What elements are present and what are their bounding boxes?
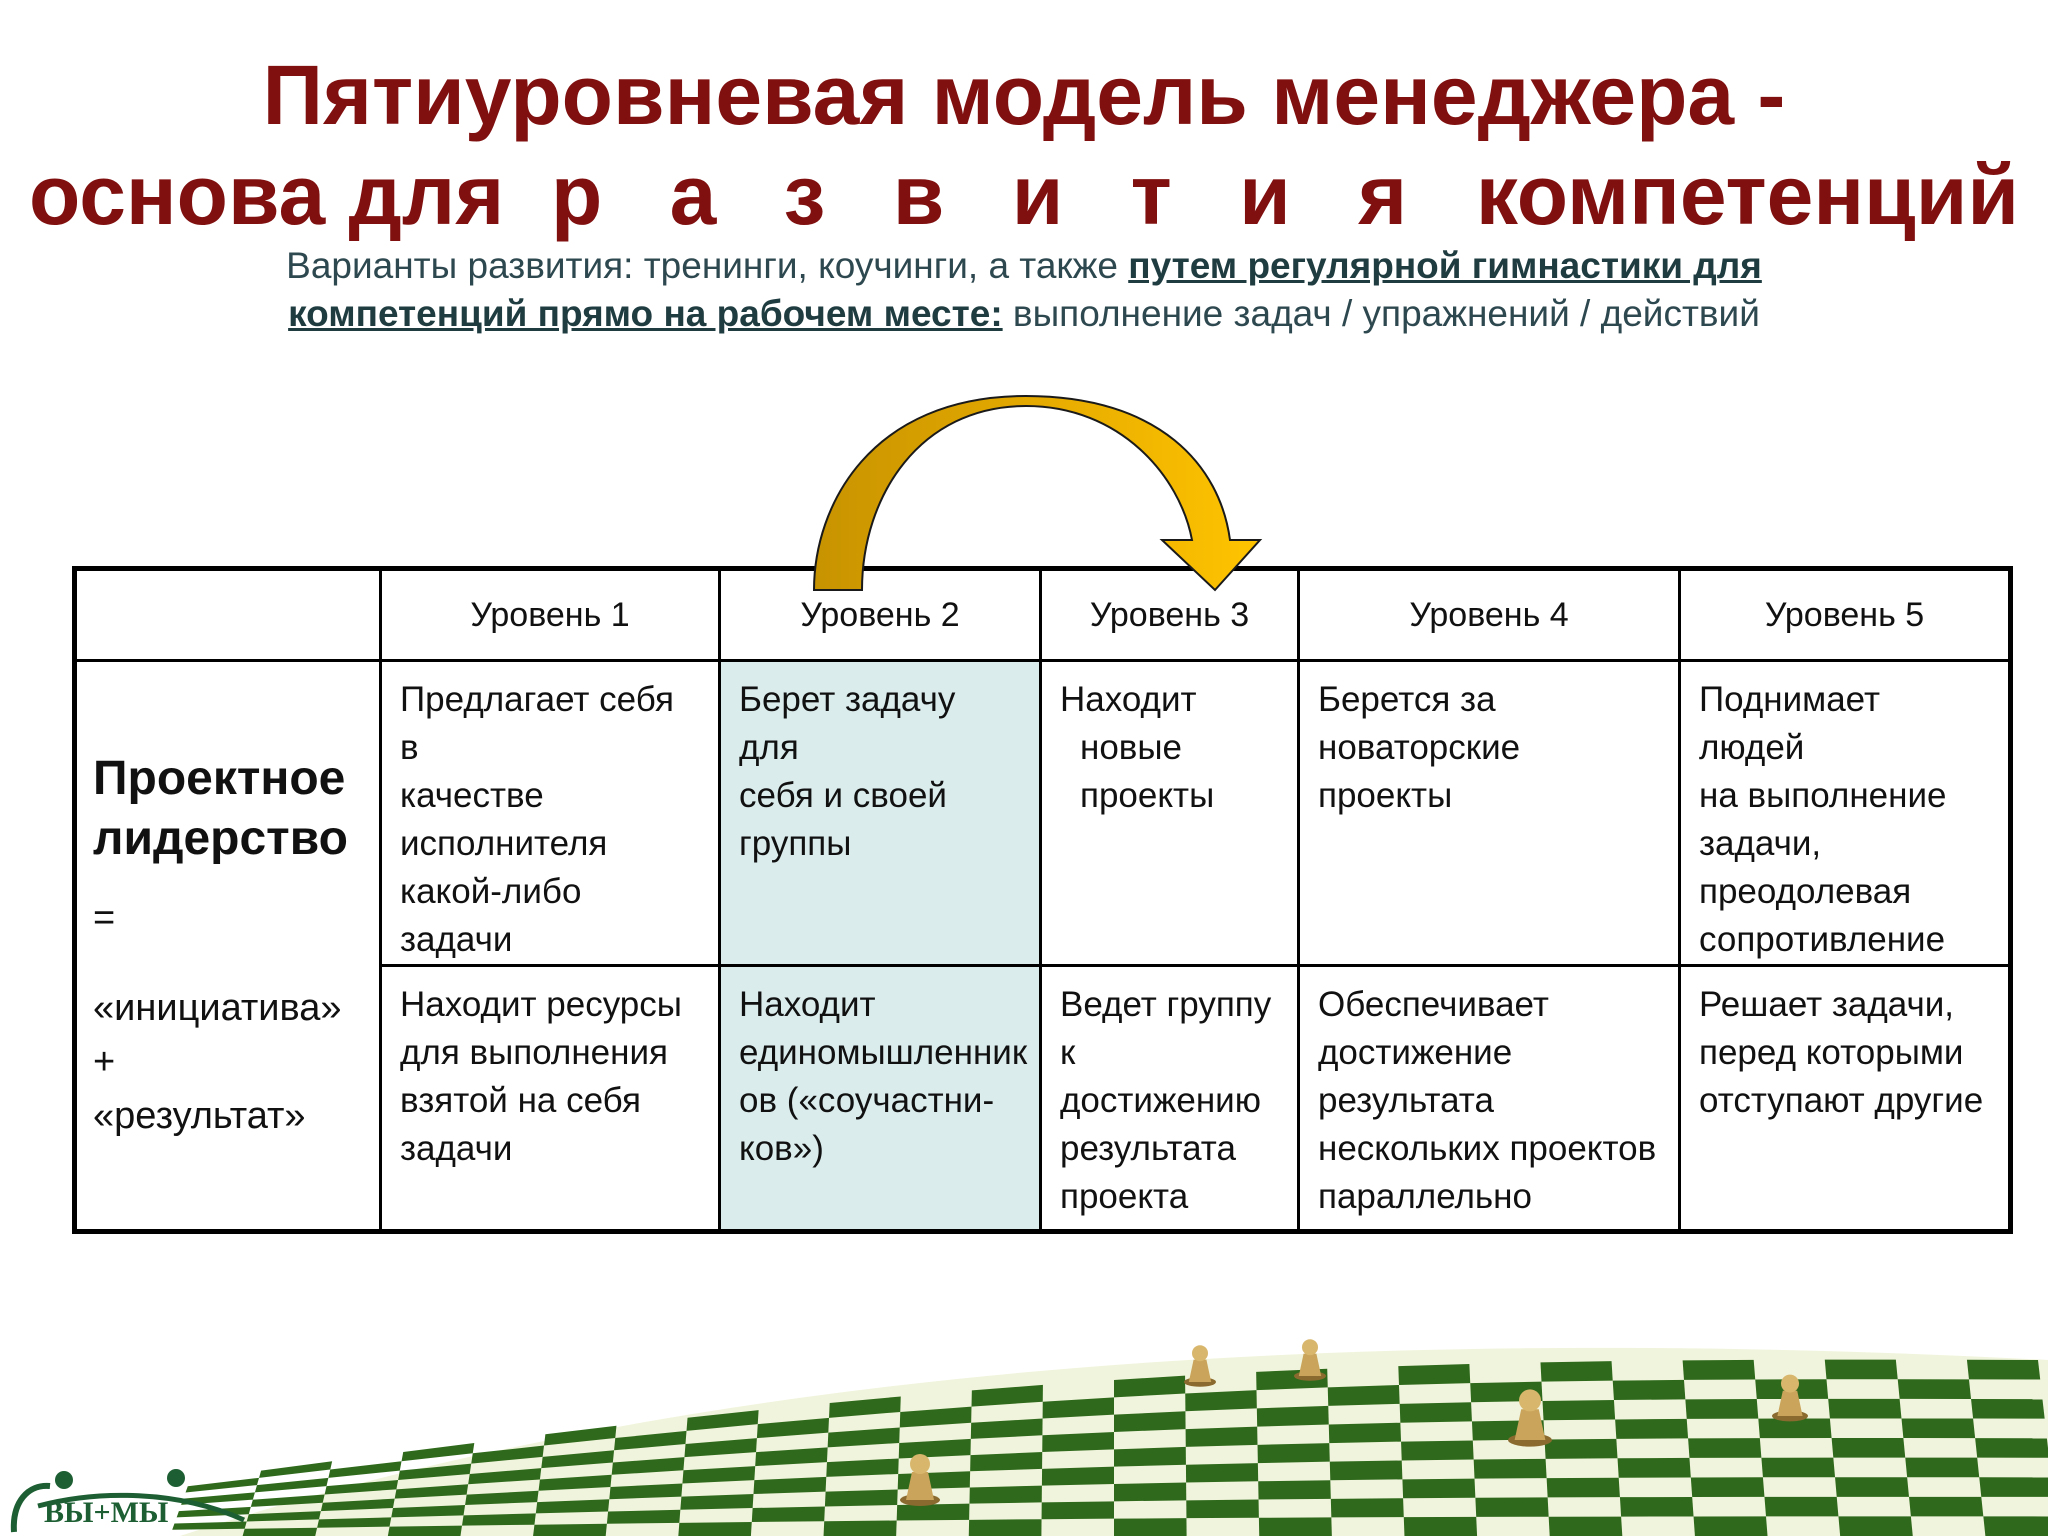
chessboard-square [388, 1526, 462, 1536]
subtitle-emphasis1: путем регулярной гимнастики для [1128, 245, 1762, 286]
formula-term-result: «результат» [93, 1094, 306, 1137]
chessboard-square [1331, 1498, 1404, 1517]
chessboard-square [1330, 1460, 1403, 1480]
chessboard-square [1909, 1497, 1983, 1517]
chessboard-square [1620, 1497, 1694, 1517]
chessboard-square [897, 1504, 970, 1521]
cell-r2-level5: Решает задачи, перед которыми отступают другие [1680, 966, 2011, 1232]
chessboard-square [1832, 1438, 1906, 1458]
chessboard-square [1186, 1463, 1258, 1482]
row-header-title-line2: лидерство [93, 811, 348, 865]
chessboard-square [1114, 1411, 1186, 1432]
slide-title-line2 [0, 146, 2048, 244]
chessboard-square [1401, 1440, 1474, 1460]
chessboard-square [607, 1510, 680, 1524]
row-header-project-leadership [75, 661, 381, 1232]
chessboard-square [1404, 1517, 1477, 1536]
cell-r1-level4: Берется за новаторские проекты [1299, 661, 1680, 966]
chessboard-square [1685, 1399, 1758, 1419]
chessboard-square [1828, 1399, 1901, 1419]
chessboard-square [1328, 1385, 1400, 1406]
chessboard-square [1967, 1360, 2040, 1380]
cell-r1-level1: Предлагает себя в качестве исполнителя какой-либо задачи [381, 661, 720, 966]
subtitle-emphasis2: компетенций прямо на рабочем месте: [288, 293, 1003, 334]
table-row-1 [75, 661, 2011, 966]
cell-r1-level3: Находит новые проекты [1041, 661, 1299, 966]
cell-r2-level3: Ведет группу к достижению результата проекта [1041, 966, 1299, 1232]
logo-text: ВЫ+МЫ [44, 1496, 169, 1529]
chessboard-square [1688, 1438, 1761, 1458]
chessboard-square [1691, 1477, 1765, 1497]
chessboard-square [1042, 1501, 1114, 1519]
chessboard-square [1185, 1390, 1257, 1411]
subtitle-text2: выполнение задач / упражнений / действий [1002, 293, 1760, 334]
chessboard-square [752, 1506, 825, 1522]
cell-r1-level5: Поднимает людей на выполнение задачи, преодолевая сопротивление [1680, 661, 2011, 966]
chessboard-square [1825, 1360, 1898, 1380]
chessboard-square [1398, 1364, 1470, 1385]
chessboard-square [1257, 1406, 1329, 1427]
chessboard-decoration [0, 1300, 2048, 1536]
chessboard-square [1543, 1400, 1616, 1420]
chessboard-square [328, 1461, 401, 1478]
subtitle-text1: Варианты развития: тренинги, коучинги, а также [286, 245, 1129, 286]
title-line2-spaced-word: р а з в и т и я [550, 148, 1430, 242]
chessboard-square [1898, 1379, 1971, 1399]
chessboard-square [1618, 1458, 1691, 1478]
chessboard-square [533, 1524, 607, 1536]
chessboard-square [1114, 1483, 1186, 1502]
subtitle-line1 [120, 242, 1928, 290]
chessboard-square [1258, 1480, 1331, 1499]
chessboard-square [1615, 1419, 1688, 1439]
chessboard-square [970, 1452, 1042, 1471]
chessboard-square [1545, 1439, 1618, 1459]
chessboard-square [462, 1513, 536, 1525]
chessboard-square [1979, 1477, 2048, 1497]
chessboard-square [1758, 1418, 1831, 1438]
cell-r1-level2: Берет задачу для себя и своей группы [720, 661, 1041, 966]
formula-equals: = [93, 896, 116, 939]
chessboard-square [1613, 1380, 1686, 1400]
title-line2-end: компетенций [1475, 148, 2019, 242]
row-header-formula [93, 891, 363, 1143]
title-line2-start: основа для [29, 148, 505, 242]
formula-plus: + [93, 1040, 116, 1083]
chessboard-square [1835, 1477, 1909, 1497]
chessboard-square [1042, 1467, 1114, 1486]
formula-term-initiative: «инициатива» [93, 986, 342, 1029]
header-level-2: Уровень 2 [720, 569, 1041, 661]
chessboard-square [1838, 1516, 1912, 1536]
chessboard-square [898, 1471, 970, 1489]
chessboard-square [678, 1522, 751, 1536]
chessboard-square [825, 1489, 898, 1506]
slide-title-line1: Пятиуровневая модель менеджера - [262, 48, 1786, 142]
chessboard-square [1400, 1402, 1472, 1423]
chessboard-square [1983, 1516, 2048, 1536]
chessboard-square [243, 1528, 317, 1536]
chessboard-square [1258, 1443, 1330, 1463]
chessboard-square [1901, 1418, 1975, 1438]
chessboard-square [1114, 1447, 1186, 1467]
chessboard-square [1402, 1479, 1475, 1499]
curved-arrow-icon [800, 386, 1270, 596]
chessboard-square [1764, 1497, 1838, 1517]
chessboard-square [1329, 1423, 1401, 1443]
row-header-title-line1: Проектное [93, 751, 346, 805]
competency-level-table [72, 566, 2013, 1234]
chessboard-square [1475, 1497, 1548, 1516]
chessboard-square [1549, 1517, 1623, 1536]
chessboard-square [1186, 1427, 1258, 1447]
chessboard-square [824, 1520, 897, 1536]
chessboard-square [259, 1461, 332, 1478]
chessboard-square [1683, 1360, 1756, 1380]
chessboard-square [1547, 1478, 1620, 1498]
chessboard-square [1540, 1361, 1612, 1381]
chessboard-square [1042, 1432, 1114, 1452]
header-level-4: Уровень 4 [1299, 569, 1680, 661]
row-header-title [93, 749, 363, 869]
header-level-3: Уровень 3 [1041, 569, 1299, 661]
header-level-1: Уровень 1 [381, 569, 720, 661]
cell-r2-level4: Обеспечивает достижение результата нескольких проектов параллельно [1299, 966, 1680, 1232]
chessboard-square [255, 1478, 328, 1493]
chessboard-square [1905, 1458, 1979, 1478]
header-level-5: Уровень 5 [1680, 569, 2011, 661]
chessboard-square [1259, 1517, 1332, 1536]
chessboard-square [1186, 1500, 1259, 1519]
chessboard-square [680, 1494, 753, 1510]
chessboard-square [969, 1519, 1042, 1536]
chessboard-square [1474, 1459, 1547, 1479]
chessboard-square [1761, 1458, 1835, 1478]
chessboard-square [1975, 1438, 2048, 1458]
subtitle-line2 [120, 290, 1928, 338]
cell-r2-level2: Находит единомышленник ов («соучастни- ков») [720, 966, 1041, 1232]
chessboard-square [1114, 1518, 1187, 1536]
cell-r2-level1: Находит ресурсы для выполнения взятой на себя задачи [381, 966, 720, 1232]
chessboard-square [1971, 1399, 2045, 1419]
chessboard-square [1694, 1516, 1768, 1536]
chessboard-square [969, 1486, 1041, 1504]
header-empty-cell [75, 569, 381, 661]
